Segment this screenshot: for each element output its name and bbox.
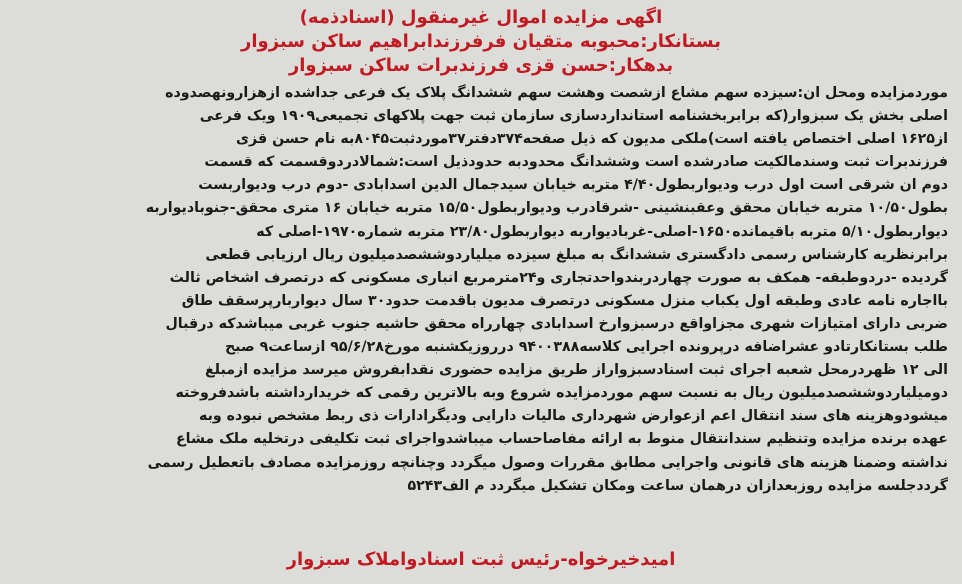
body-line: موردمزایده ومحل ان:سیزده سهم مشاع ازشصت وهشت سهم ششدانگ پلاک یک فرعی جداشده ازهزارونهصدوده — [165, 85, 948, 101]
body-line: دیواربطول۵/۱۰ متربه باقیمانده۱۶۵۰-اصلی-غربادیواربه دیواربطول۲۳/۸۰ متربه شماره۱۹۷۰-اصلی که — [256, 223, 948, 240]
body-line: فرزندبرات ثبت وسندمالکیت صادرشده است وششدانگ محدودبه حدودذیل است:شمالادردوقسمت که قسمت — [204, 154, 948, 171]
body-line: طلب بستانکارتادو عشراضافه درپرونده اجرایی کلاسه۹۴۰۰۳۸۸ درروزیکشنبه مورخ۹۵/۶/۲۸ ازساعت۹ صبح — [224, 339, 948, 356]
body-line: برابرنظریه کارشناس رسمی دادگستری ششدانگ به مبلغ سیزده میلیاردوششصدمیلیون ریال ارزیابی قطعی — [205, 246, 948, 263]
body-line: الی ۱۲ ظهردرمحل شعبه اجرای ثبت اسنادسبزواراز طریق مزایده حضوری نقدابفروش میرسد مزایده ازمبلغ — [204, 362, 948, 379]
body-line: دوم ان شرقی است اول درب ودیواربطول۴/۴۰ متربه خیابان سیدجمال الدین اسدابادی -دوم درب ودیواربست — [198, 177, 948, 194]
body-line: اصلی بخش یک سبزوار(که برابربخشنامه استانداردسازی سازمان ثبت جهت پلاکهای تجمیعی۱۹۰۹ ویک فرعی — [199, 108, 948, 125]
body-line: گرددجلسه مزایده روزبعدازان درهمان ساعت ومکان تشکیل میگردد م الف۵۲۴۳ — [407, 477, 948, 494]
body-line: از۱۶۲۵ اصلی اختصاص یافته است)ملکی مدیون که ذیل صفحه۳۷۴دفتر۳۷موردثبت۸۰۴۵به نام حسن قزی — [236, 131, 948, 148]
body-line: ضربی دارای امتیازات شهری مجزاواقع درسبزوارخ اسدابادی چهارراه محقق حاشیه جنوب غربی میباشدکه درقبال — [165, 315, 948, 332]
notice-body — [14, 82, 948, 498]
debtor-line: بدهکار:حسن قزی فرزندبرات ساکن سبزوار — [288, 55, 674, 76]
body-line: میشودوهزینه های سند انتقال اعم ازعوارض شهرداری مالیات دارایی ودیگرادارات ذی ربط مشخص نبوده وبه — [198, 408, 948, 425]
body-line: بطول۱۰/۵۰ متربه خیابان محقق وعقبنشینی -شرقادرب ودیواربطول۱۵/۵۰ متربه خیابان ۱۶ متری محقق-جنوبادیواربه — [145, 200, 948, 217]
body-line: بااجاره نامه عادی وطبقه اول یکباب منزل مسکونی درتصرف مدیون باقدمت حدود۳۰ سال دیواربارپرسقف طاق — [181, 292, 948, 309]
body-line: عهده برنده مزایده وتنظیم سندانتقال منوط به ارائه مفاصاحساب میباشدواجرای ثبت تکلیفی درتخلیه ملک مشاع — [175, 431, 948, 448]
body-line: نداشته وضمنا هزینه های قانونی واجرایی مطابق مقررات وصول میگردد وچنانچه روزمزایده مصادف باتعطیل رسمی — [147, 454, 948, 471]
creditor-line: بستانکار:محبوبه متقیان فرفرزندابراهیم ساکن سبزوار — [241, 31, 721, 52]
signature-line: امیدخیرخواه-رئیس ثبت اسنادواملاک سبزوار — [286, 549, 676, 570]
body-line: گردیده -دردوطبقه- همکف به صورت چهاردربندواحدتجاری و۲۴مترمربع انباری مسکونی که درتصرف اشخاص ثالث — [169, 269, 948, 286]
notice-title: اگهی مزایده اموال غیرمنقول (اسنادذمه) — [299, 7, 663, 28]
body-line: دومیلیاردوششصدمیلیون ریال به نسبت سهم موردمزایده شروع وبه بالاترین رقمی که خریدارداشته باشدفروخته — [175, 385, 948, 402]
